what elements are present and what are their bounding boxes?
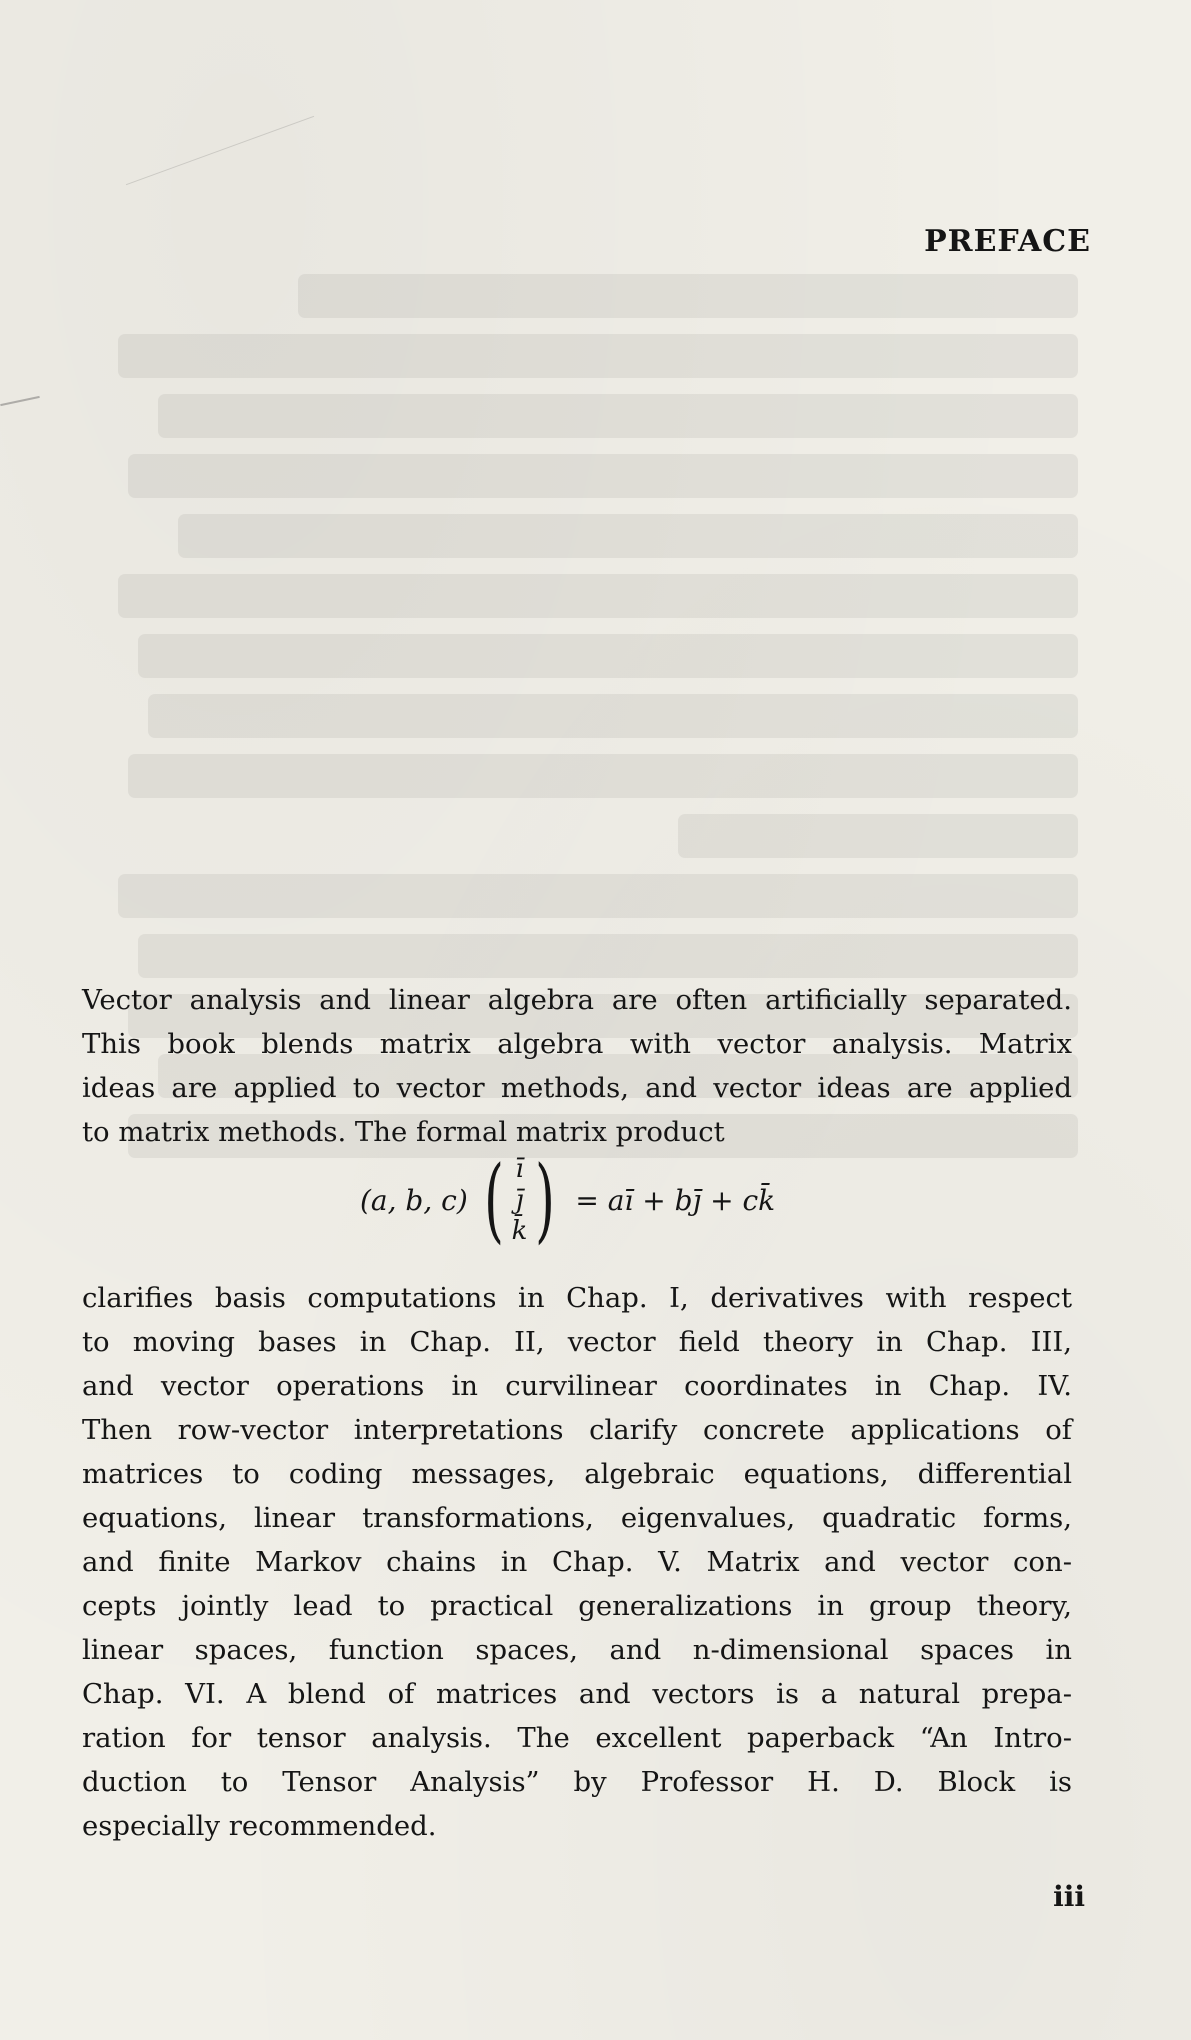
text-line: Vector analysis and linear algebra are often artificially separated. [82,984,1072,1016]
formula-rhs: = aī + bj̄ + ck̄ [575,1183,776,1217]
text-line: Then row-vector interpretations clarify concrete applications of [82,1414,1072,1446]
text-line: linear spaces, function spaces, and n-dimensional spaces in [82,1634,1072,1666]
text-line: and finite Markov chains in Chap. V. Matrix and vector con- [82,1546,1072,1578]
margin-scratch [126,116,314,185]
paragraph-chapters [82,1276,1072,1848]
paragraph-intro [82,978,1072,1154]
text-line: Chap. VI. A blend of matrices and vectors is a natural prepa- [82,1678,1072,1710]
right-paren: ) [535,1146,556,1253]
page-number: iii [1053,1880,1085,1913]
text-line: to matrix methods. The formal matrix product [82,1116,725,1148]
text-line: especially recommended. [82,1810,437,1842]
matrix-product-formula [360,1146,776,1253]
text-line: This book blends matrix algebra with vector analysis. Matrix [82,1028,1072,1060]
text-line: and vector operations in curvilinear coordinates in Chap. IV. [82,1370,1072,1402]
text-line: duction to Tensor Analysis” by Professor H. D. Block is [82,1766,1072,1798]
page-heading: PREFACE [924,224,1091,259]
column-entries [512,1154,528,1247]
formula-lhs: (a, b, c) [360,1183,468,1217]
left-paren: ( [483,1146,504,1253]
formula-column-vector [476,1146,564,1253]
text-line: ideas are applied to vector methods, and vector ideas are applied [82,1072,1072,1104]
text-line: clarifies basis computations in Chap. I, derivatives with respect [82,1282,1072,1314]
text-line: ration for tensor analysis. The excellent paperback “An Intro- [82,1722,1072,1754]
text-line: matrices to coding messages, algebraic equations, differential [82,1458,1072,1490]
margin-scratch [0,396,40,406]
text-line: equations, linear transformations, eigenvalues, quadratic forms, [82,1502,1072,1534]
text-line: cepts jointly lead to practical generalizations in group theory, [82,1590,1072,1622]
column-entry: k̄ [511,1215,528,1246]
column-entry: j̄ [515,1184,524,1215]
column-entry: ī [515,1153,524,1184]
text-line: to moving bases in Chap. II, vector field theory in Chap. III, [82,1326,1072,1358]
